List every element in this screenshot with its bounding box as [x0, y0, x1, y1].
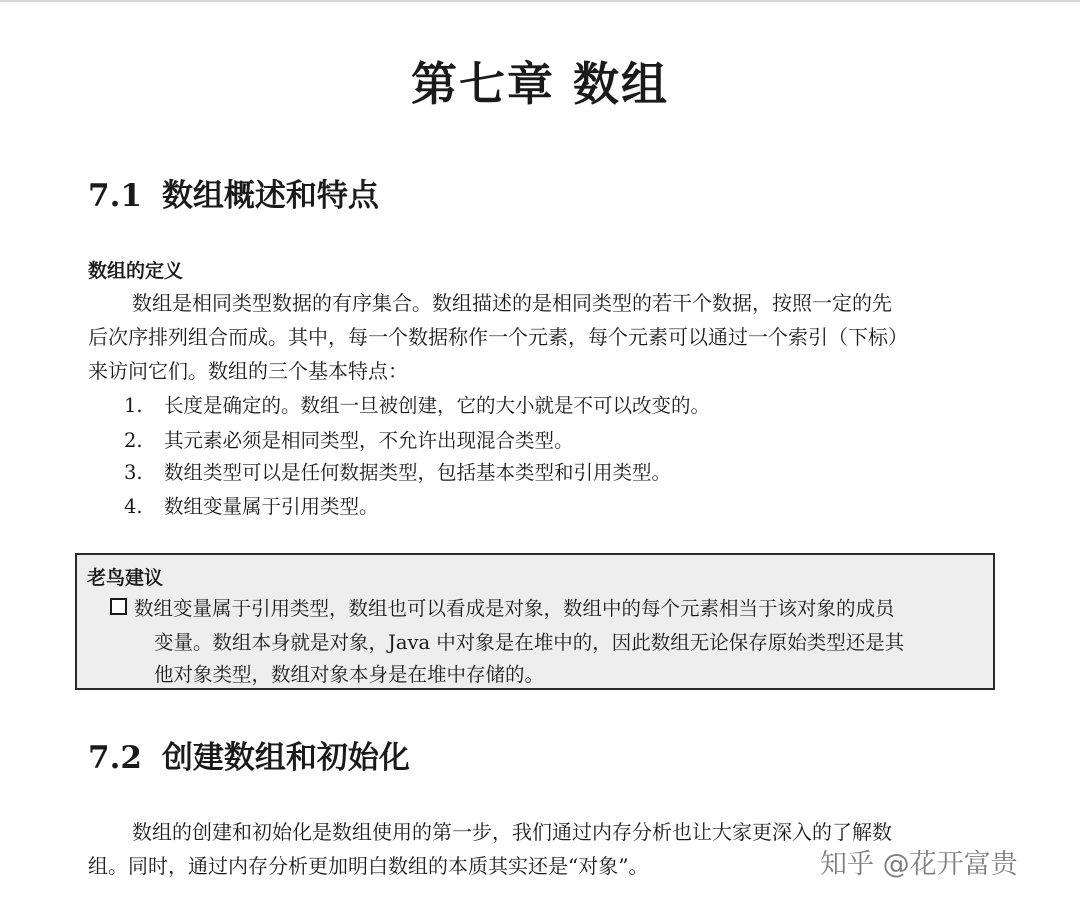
paragraph-line: 数组的创建和初始化是数组使用的第一步，我们通过内存分析也让大家更深入的了解数: [132, 820, 892, 844]
definition-heading: 数组的定义: [88, 260, 184, 282]
list-index: 4.: [124, 495, 143, 518]
top-border-line: [0, 0, 1080, 2]
tip-line: 变量。数组本身就是对象，Java 中对象是在堆中的，因此数组无论保存原始类型还是其: [154, 631, 905, 654]
checkbox-bullet-icon: [110, 598, 127, 615]
list-item: [124, 390, 710, 418]
chapter-title: 第七章 数组: [410, 57, 669, 111]
list-index: 2.: [124, 429, 143, 452]
section-title-text: 创建数组和初始化: [161, 740, 410, 776]
list-item: [124, 457, 671, 485]
zhihu-watermark: 知乎 @花开富贵: [820, 849, 1018, 880]
list-text: 数组类型可以是任何数据类型，包括基本类型和引用类型。: [164, 461, 672, 484]
tip-box: [75, 553, 995, 690]
section-number: 7.2: [88, 740, 142, 776]
list-item: [124, 425, 574, 453]
list-index: 3.: [124, 461, 143, 484]
list-item: [124, 491, 379, 519]
tip-line: 他对象类型，数组对象本身是在堆中存储的。: [154, 663, 545, 686]
paragraph-line: 数组是相同类型数据的有序集合。数组描述的是相同类型的若干个数据，按照一定的先: [132, 291, 892, 315]
tip-title: 老鸟建议: [87, 567, 164, 589]
list-text: 数组变量属于引用类型。: [164, 495, 379, 518]
paragraph-line: 组。同时，通过内存分析更加明白数组的本质其实还是“对象”。: [88, 854, 649, 878]
section-title-text: 数组概述和特点: [161, 178, 379, 214]
paragraph-line: 后次序排列组合而成。其中，每一个数据称作一个元素，每个元素可以通过一个索引（下标）: [88, 325, 908, 349]
paragraph-line: 来访问它们。数组的三个基本特点：: [88, 359, 408, 383]
section-number: 7.1: [88, 178, 142, 214]
tip-line: 数组变量属于引用类型，数组也可以看成是对象，数组中的每个元素相当于该对象的成员: [134, 597, 895, 620]
section-7-2-heading: [88, 732, 410, 777]
list-text: 长度是确定的。数组一旦被创建，它的大小就是不可以改变的。: [164, 394, 711, 417]
section-7-1-heading: [88, 170, 379, 215]
list-text: 其元素必须是相同类型，不允许出现混合类型。: [164, 429, 574, 452]
list-index: 1.: [124, 394, 143, 417]
